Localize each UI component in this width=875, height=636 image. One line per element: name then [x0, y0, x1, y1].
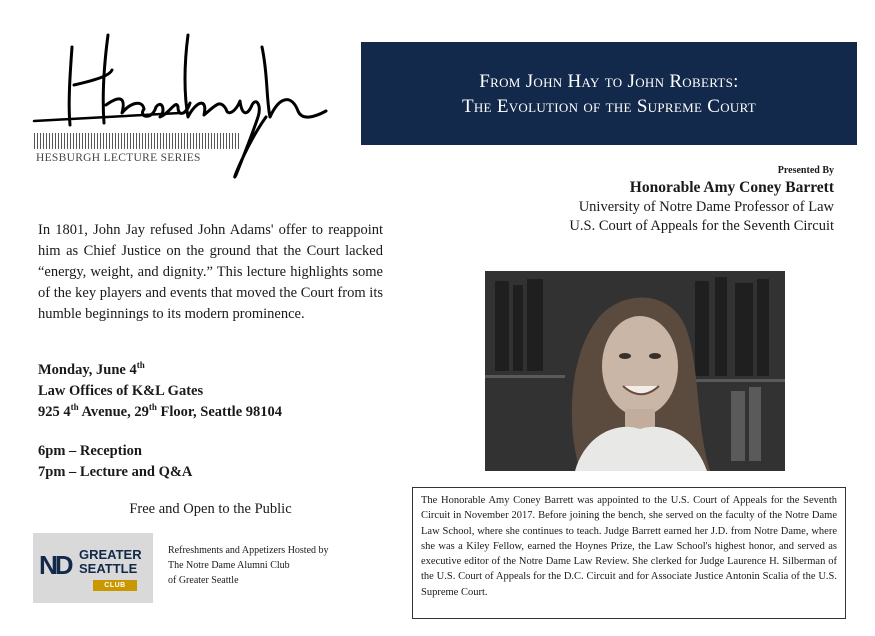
nd-greater-seattle-logo	[33, 533, 153, 603]
club-logo-text: GREATER SEATTLE	[79, 547, 142, 576]
presented-by-label: Presented By	[777, 165, 834, 176]
title-banner	[361, 42, 857, 145]
event-date: Monday, June 4th	[38, 360, 145, 378]
event-schedule	[38, 441, 192, 483]
series-label: HESBURGH LECTURE SERIES	[36, 152, 201, 164]
presenter-role-1: University of Notre Dame Professor of Law	[578, 199, 834, 215]
event-address: 925 4th Avenue, 29th Floor, Seattle 98104	[38, 402, 283, 420]
event-details	[38, 360, 378, 423]
nd-monogram-icon: ND	[39, 550, 71, 580]
presenter-bio: The Honorable Amy Coney Barrett was appointed to the U.S. Court of Appeals for the Seventh Circuit in November 2017. Before joining the bench, she served on the faculty of the Notre Dame Law School, where she continues to teach. Judge Barrett earned her J.D. from Notre Dame, where she was a Kiley Fellow, earned the Hoynes Prize, the Law School's highest honor, and served as executive editor of the Notre Dame Law Review. She clerked for Judge Laurence H. Silberman of the U.S. Court of Appeals for the D.C. Circuit and for Associate Justice Antonin Scalia of the U.S. Supreme Court.	[412, 487, 846, 619]
reception-time: 6pm – Reception	[38, 443, 142, 459]
title-line-1: From John Hay to John Roberts:	[479, 70, 739, 92]
presenter-portrait	[485, 271, 785, 471]
presenter-role-2: U.S. Court of Appeals for the Seventh Circuit	[569, 218, 834, 234]
admission-note: Free and Open to the Public	[129, 501, 292, 517]
lecture-time: 7pm – Lecture and Q&A	[38, 464, 193, 480]
presenter-name: Honorable Amy Coney Barrett	[629, 179, 834, 196]
title-line-2: The Evolution of the Supreme Court	[461, 95, 757, 117]
presenter-block	[569, 165, 834, 235]
sponsor-note: Refreshments and Appetizers Hosted by The Notre Dame Alumni Club of Greater Seattle	[168, 545, 329, 586]
lecture-description: In 1801, John Jay refused John Adams' offer to reappoint him as Chief Justice on the ground that the Court lacked “energy, weight, and dignity.” This lecture highlights some of the key players and events that moved the Court from its humble beginnings to its modern prominence.	[38, 222, 383, 322]
barcode-decoration	[34, 133, 240, 149]
portrait-image	[485, 271, 785, 471]
club-tag: CLUB	[93, 580, 137, 591]
hesburgh-lecture-series-logo	[30, 25, 330, 190]
event-venue: Law Offices of K&L Gates	[38, 383, 204, 399]
